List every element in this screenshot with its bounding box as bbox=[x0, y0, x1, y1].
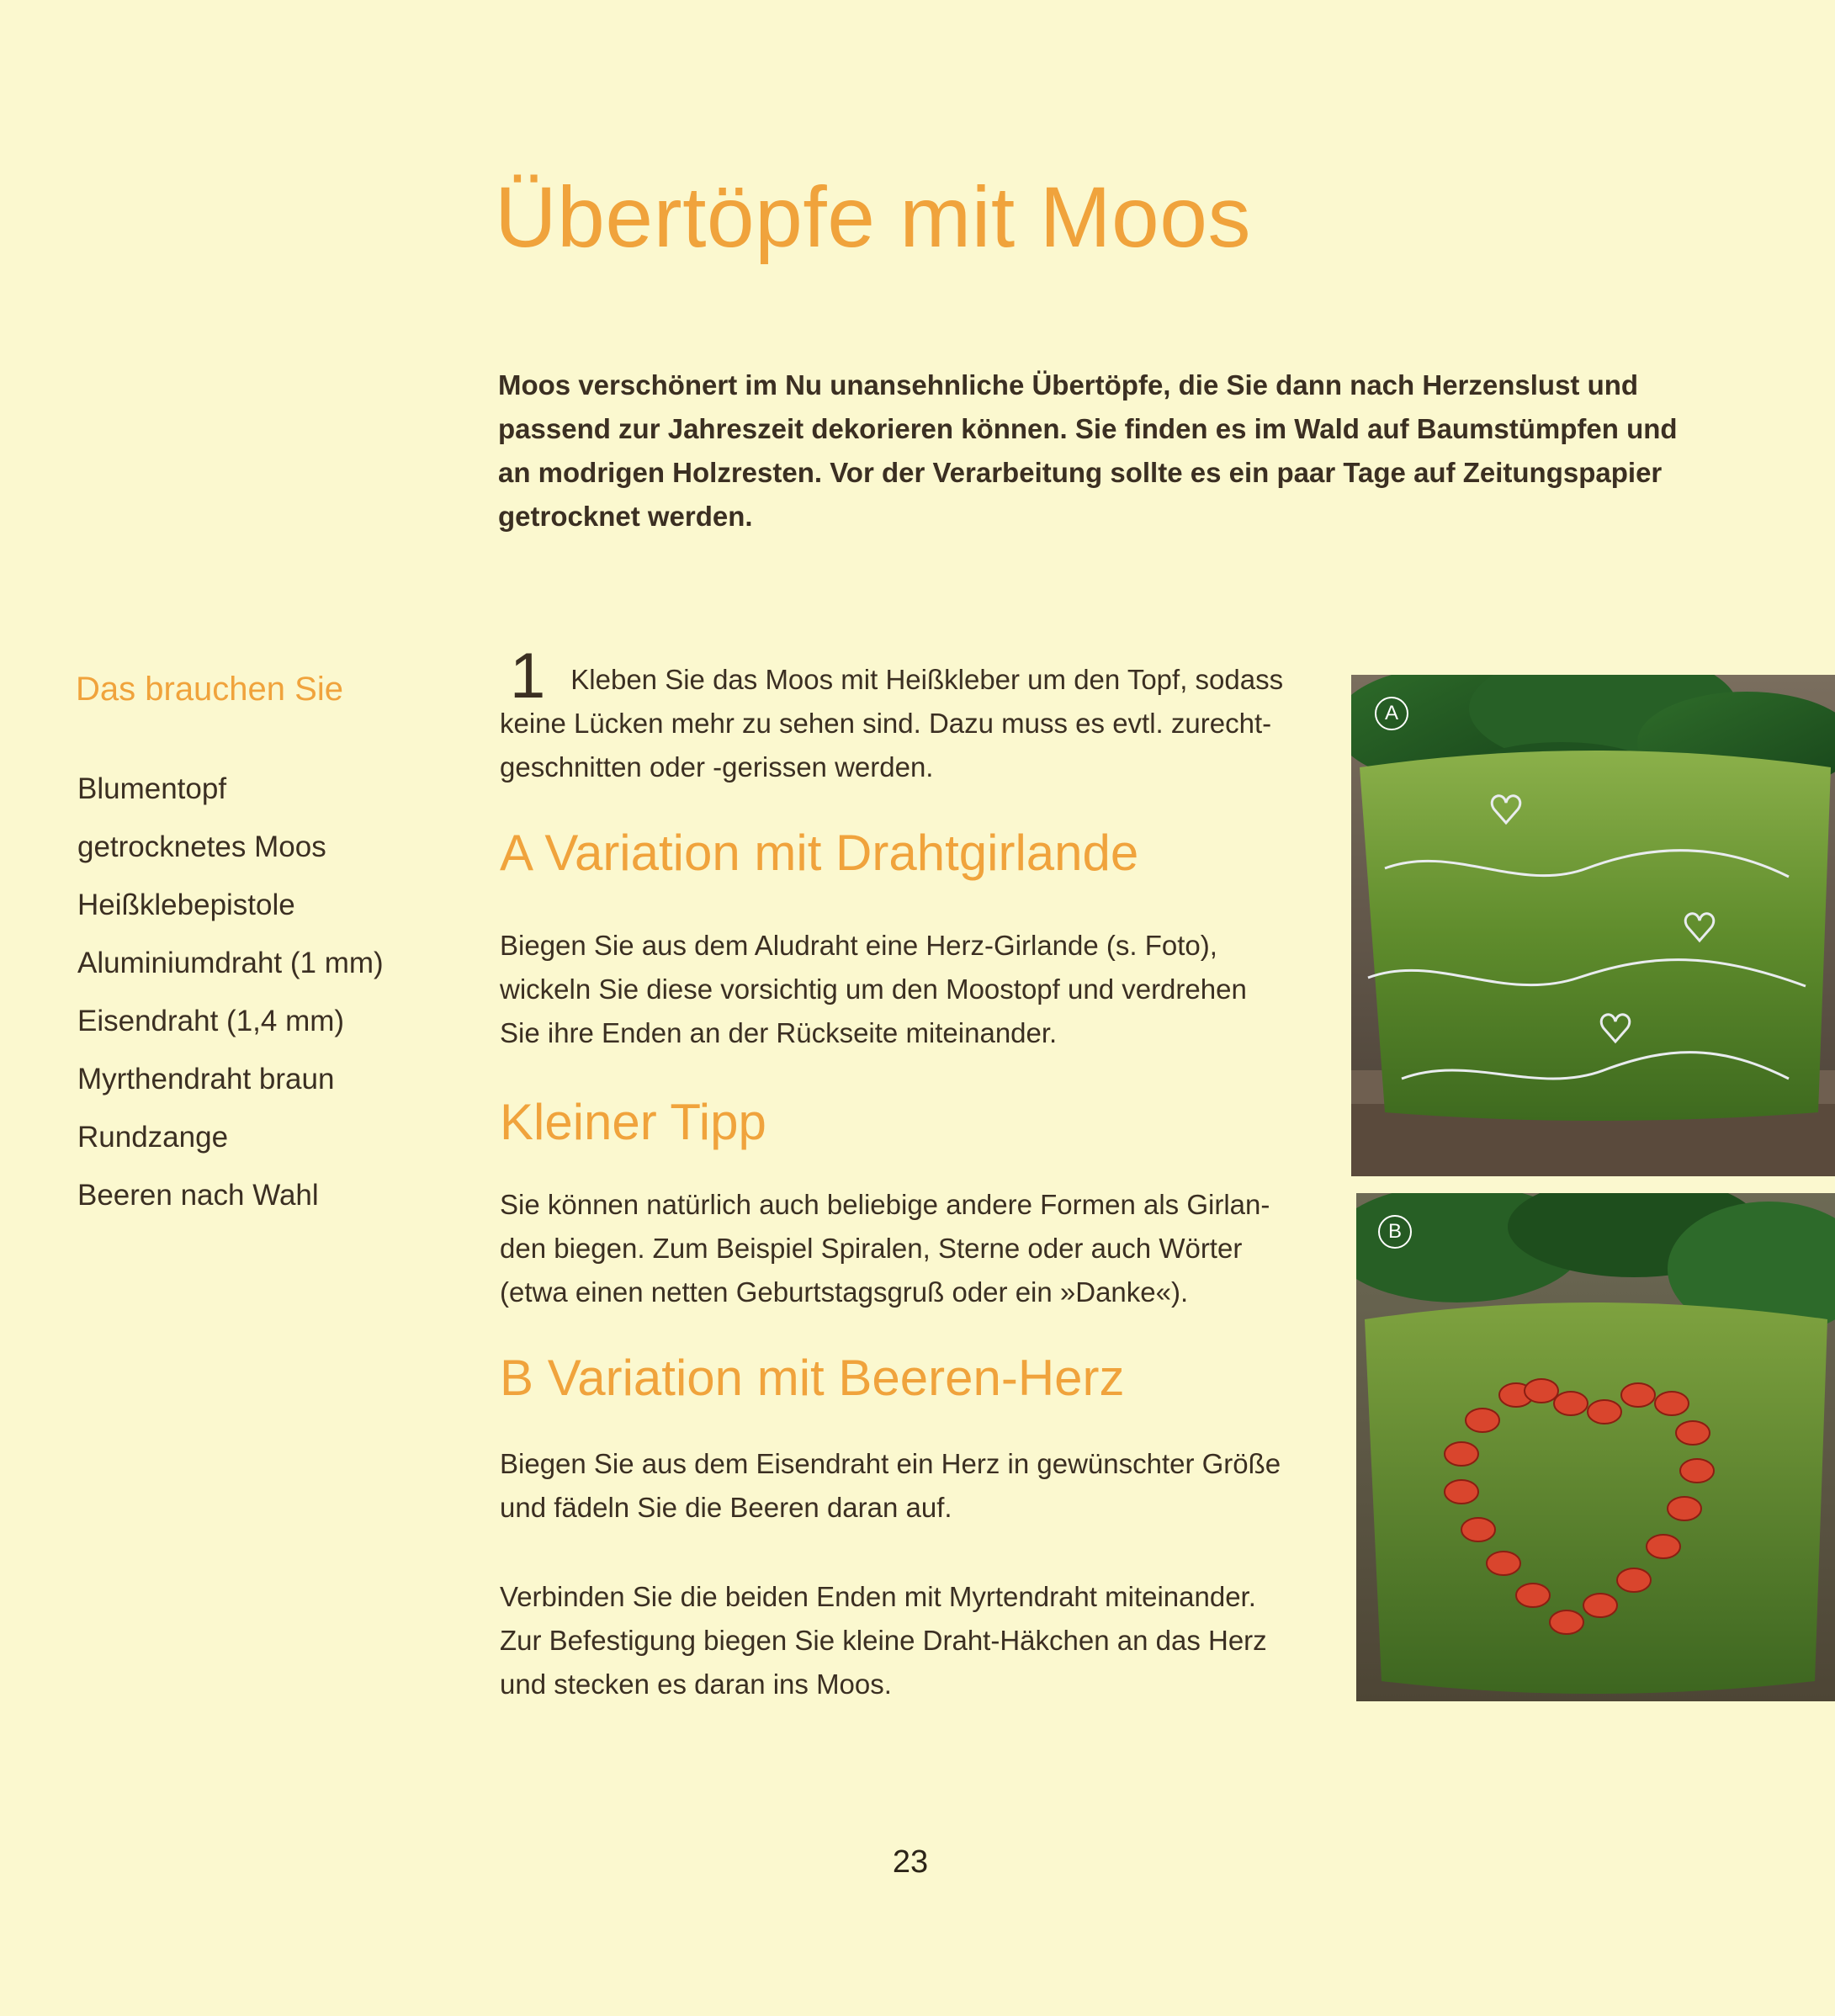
material-item: Blumentopf bbox=[77, 772, 227, 805]
variation-b-text-1: Biegen Sie aus dem Eisendraht ein Herz in gewünschter Größe und fädeln Sie die Beeren daran auf. bbox=[500, 1448, 1281, 1523]
variation-b-text-2: Verbinden Sie die beiden Enden mit Myrtendraht miteinander. Zur Befestigung biegen Sie kleine Draht-Häkchen an das Herz und stecken es daran ins Moos. bbox=[500, 1581, 1267, 1700]
variation-a-text: Biegen Sie aus dem Aludraht eine Herz-Girlande (s. Foto), wickeln Sie diese vorsichtig um den Moostopf und verdrehen Sie ihre Enden an der Rückseite miteinander. bbox=[500, 930, 1247, 1048]
material-item: Heißklebepistole bbox=[77, 889, 295, 921]
photo-a bbox=[1351, 675, 1835, 1176]
step-1-text: Kleben Sie das Moos mit Heißkleber um den Topf, sodass keine Lücken mehr zu sehen sind. Dazu muss es evtl. zurechtgeschnitten oder -gerissen werden. bbox=[500, 664, 1284, 783]
step-number: 1 bbox=[510, 640, 546, 712]
variation-b-heading: B Variation mit Beeren-Herz bbox=[500, 1350, 1125, 1406]
tip-heading: Kleiner Tipp bbox=[500, 1094, 766, 1150]
moss-pot-wire-garland-image bbox=[1351, 675, 1835, 1176]
material-item: Aluminiumdraht (1 mm) bbox=[77, 947, 384, 979]
instructions bbox=[500, 640, 1291, 1706]
material-item: Eisendraht (1,4 mm) bbox=[77, 1005, 345, 1037]
material-item: Beeren nach Wahl bbox=[77, 1179, 319, 1212]
variation-a-heading: A Variation mit Drahtgirlande bbox=[500, 825, 1139, 881]
tip-text: Sie können natürlich auch beliebige andere Formen als Girlanden biegen. Zum Beispiel Spiralen, Sterne oder auch Wörter (etwa einen netten Geburtstagsgruß oder ein »Danke«). bbox=[500, 1189, 1270, 1308]
page-title: Übertöpfe mit Moos bbox=[495, 169, 1252, 265]
photo-b bbox=[1356, 1193, 1835, 1701]
step-1 bbox=[500, 640, 1291, 789]
materials-list bbox=[77, 760, 384, 1224]
material-item: getrocknetes Moos bbox=[77, 830, 326, 863]
moss-pot-berry-heart-image bbox=[1356, 1193, 1835, 1701]
page-number: 23 bbox=[892, 1844, 929, 1880]
materials-title: Das brauchen Sie bbox=[76, 671, 343, 708]
intro-paragraph: Moos verschönert im Nu unansehnliche Übertöpfe, die Sie dann nach Herzenslust und passend zur Jahreszeit dekorieren können. Sie finden es im Wald auf Baumstümpfen und an modrigen Holzresten. Vor der Verarbeitung sollte es ein paar Tage auf Zeitungspapier getrocknet werden. bbox=[498, 369, 1678, 532]
photo-a-badge: A bbox=[1375, 697, 1408, 730]
photo-b-badge: B bbox=[1378, 1215, 1412, 1249]
material-item: Myrthendraht braun bbox=[77, 1063, 335, 1096]
material-item: Rundzange bbox=[77, 1121, 229, 1154]
